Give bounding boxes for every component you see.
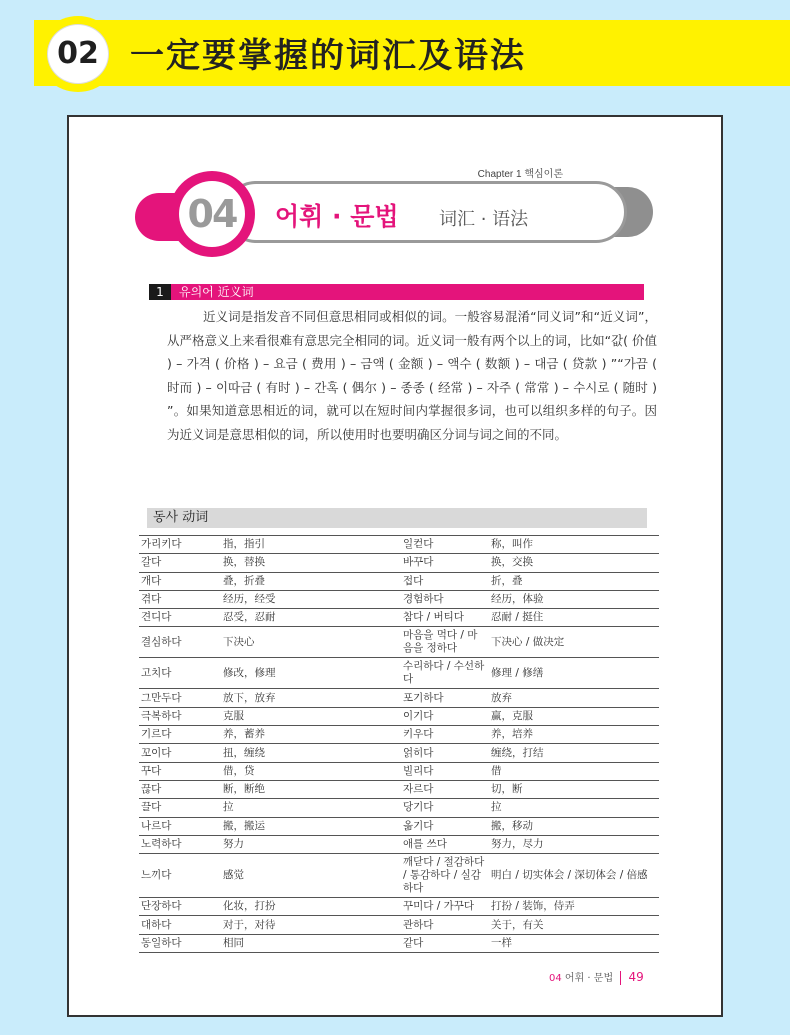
verb-ko: 가리키다 [139,536,221,554]
verb-ko: 고치다 [139,658,221,689]
book-page [67,115,723,1017]
verb-ko: 나르다 [139,817,221,835]
synonym-ko: 옮기다 [401,817,489,835]
synonym-cn: 经历，体验 [489,590,659,608]
table-row [139,835,659,853]
table-row [139,762,659,780]
synonym-cn: 拉 [489,799,659,817]
synonym-cn: 借 [489,762,659,780]
verb-cn: 换，替换 [221,554,401,572]
banner-title: 一定要掌握的词汇及语法 [130,36,526,76]
verb-ko: 동일하다 [139,934,221,952]
synonym-ko: 애를 쓰다 [401,835,489,853]
synonym-ko: 자르다 [401,780,489,798]
synonym-ko: 참다 / 버티다 [401,609,489,627]
synonym-cn: 努力，尽力 [489,835,659,853]
verb-ko: 그만두다 [139,689,221,707]
verb-cn: 借，贷 [221,762,401,780]
table-heading: 동사 动词 [153,510,209,525]
footer-chapter-number: 04 [549,973,562,984]
verb-ko: 개다 [139,572,221,590]
table-row [139,572,659,590]
table-row [139,744,659,762]
synonym-cn: 搬，移动 [489,817,659,835]
synonym-cn: 切，断 [489,780,659,798]
verb-ko: 극복하다 [139,707,221,725]
footer-chapter-name: 어휘 · 문법 [564,973,614,984]
chapter-title-ko: 어휘 · 문법 [275,202,399,231]
synonym-cn: 养，培养 [489,726,659,744]
verb-ko: 결심하다 [139,627,221,658]
verb-cn: 搬，搬运 [221,817,401,835]
verb-ko: 기르다 [139,726,221,744]
synonym-ko: 키우다 [401,726,489,744]
synonym-ko: 꾸미다 / 가꾸다 [401,898,489,916]
verb-cn: 叠，折叠 [221,572,401,590]
table-row [139,934,659,952]
table-row [139,658,659,689]
intro-paragraph: 近义词是指发音不同但意思相同或相似的词。一般容易混淆“同义词”和“近义词”，从严格意义上来看很难有意思完全相同的词。近义词一般有两个以上的词，比如“값( 价值 ) – 가격 ( 价格 ) – 요금 ( 费用 ) – 금액 ( 金额 ) – 액수 ( 数额 ) – 대금 ( 贷款 ) ”“가끔 ( 时而 ) – 이따금 ( 有时 ) – 간혹 ( 偶尔 ) – 종종 ( 经常 ) – 자주 ( 常常 ) – 수시로 ( 随时 ) ”。如果知道意思相近的词，就可以在短时间内掌握很多词，也可以组织多样的句子。因为近义词是意思相似的词，所以使用时也要明确区分词与词之间的不同。 [167,309,657,442]
verb-ko: 단장하다 [139,898,221,916]
synonym-cn: 换，交换 [489,554,659,572]
chapter-title-cn: 词汇 · 语法 [439,209,529,230]
table-row [139,898,659,916]
banner-number: 02 [47,24,109,84]
verb-cn: 扭，缠绕 [221,744,401,762]
synonym-cn: 折，叠 [489,572,659,590]
verb-cn: 克服 [221,707,401,725]
synonym-ko: 경험하다 [401,590,489,608]
chapter-number-badge [169,171,255,257]
verb-ko: 겪다 [139,590,221,608]
verb-ko: 꾸다 [139,762,221,780]
page-footer [549,969,644,985]
verb-table [139,535,659,953]
verb-ko: 견디다 [139,609,221,627]
table-row [139,854,659,898]
table-row [139,916,659,934]
page-number: 49 [628,970,644,984]
synonym-ko: 마음을 먹다 / 마음을 정하다 [401,627,489,658]
synonym-cn: 打扮 / 装饰，侍弄 [489,898,659,916]
synonym-cn: 称，叫作 [489,536,659,554]
synonym-ko: 이기다 [401,707,489,725]
table-row [139,707,659,725]
synonym-cn: 赢，克服 [489,707,659,725]
table-heading-bar [147,508,647,528]
verb-cn: 修改，修理 [221,658,401,689]
synonym-ko: 같다 [401,934,489,952]
synonym-ko: 얽히다 [401,744,489,762]
verb-ko: 끊다 [139,780,221,798]
verb-cn: 化妆，打扮 [221,898,401,916]
synonym-ko: 포기하다 [401,689,489,707]
synonym-ko: 수리하다 / 수선하다 [401,658,489,689]
verb-ko: 갈다 [139,554,221,572]
verb-cn: 指，指引 [221,536,401,554]
verb-cn: 拉 [221,799,401,817]
synonym-cn: 缠绕，打结 [489,744,659,762]
verb-ko: 끌다 [139,799,221,817]
table-row [139,554,659,572]
verb-cn: 经历，经受 [221,590,401,608]
synonym-cn: 放弃 [489,689,659,707]
verb-cn: 忍受，忍耐 [221,609,401,627]
table-row [139,726,659,744]
table-row [139,627,659,658]
verb-cn: 养，蓄养 [221,726,401,744]
synonym-ko: 일컫다 [401,536,489,554]
synonym-cn: 修理 / 修缮 [489,658,659,689]
section-title: 유의어 近义词 [179,285,254,299]
synonym-cn: 忍耐 / 挺住 [489,609,659,627]
table-row [139,817,659,835]
table-row [139,609,659,627]
section-number: 1 [149,284,171,300]
synonym-ko: 접다 [401,572,489,590]
synonym-ko: 깨닫다 / 절감하다 / 통감하다 / 실감하다 [401,854,489,898]
chapter-label: Chapter 1 핵심이론 [477,169,563,180]
table-row [139,689,659,707]
chapter-number: 04 [179,181,245,247]
synonym-ko: 당기다 [401,799,489,817]
verb-cn: 感觉 [221,854,401,898]
verb-cn: 努力 [221,835,401,853]
verb-ko: 노력하다 [139,835,221,853]
footer-divider [620,971,621,985]
table-row [139,799,659,817]
verb-ko: 대하다 [139,916,221,934]
synonym-cn: 一样 [489,934,659,952]
table-row [139,536,659,554]
synonym-cn: 明白 / 切实体会 / 深切体会 / 倍感 [489,854,659,898]
synonym-ko: 관하다 [401,916,489,934]
verb-cn: 下决心 [221,627,401,658]
table-row [139,590,659,608]
synonym-cn: 关于，有关 [489,916,659,934]
synonym-ko: 빌리다 [401,762,489,780]
table-row [139,780,659,798]
verb-cn: 放下，放弃 [221,689,401,707]
verb-cn: 相同 [221,934,401,952]
synonym-cn: 下决心 / 做决定 [489,627,659,658]
verb-ko: 꼬이다 [139,744,221,762]
synonym-ko: 바꾸다 [401,554,489,572]
verb-cn: 断，断绝 [221,780,401,798]
verb-cn: 对于，对待 [221,916,401,934]
verb-ko: 느끼다 [139,854,221,898]
